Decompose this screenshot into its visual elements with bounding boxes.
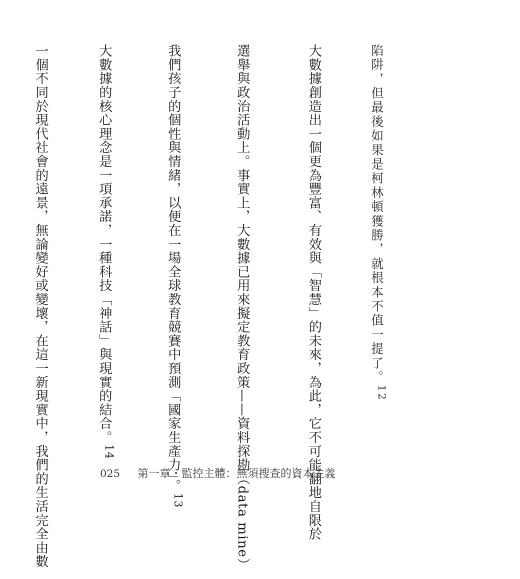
paragraph-1-line-3-text: 我們孩子的個性與情緒，以便在一場全球教育競賽中預測「國家生產力」。 — [165, 44, 181, 493]
footnote-ref: 12 — [375, 384, 388, 402]
chapter-title: 第一章・監控主體：無須搜查的資本主義 — [137, 467, 336, 480]
paragraph-1-line-1: 大數據創造出一個更為豐富、有效與「智慧」的未來，為此，它不可能翻地自限於 — [305, 44, 321, 541]
paragraph-2-line-1 — [93, 44, 120, 460]
page-footer — [100, 465, 336, 481]
paragraph-1-line-2: 選舉與政治活動上。事實上，大數據已用來擬定教育政策——資料探勘（data mine） — [234, 44, 250, 572]
paragraph-1-line-3 — [162, 44, 189, 509]
quote-line — [366, 44, 391, 439]
quote-text: 陷阱，但最後如果是柯林頓獲勝，就根本不值一提了。 — [369, 44, 385, 385]
paragraph-2-line-1-text: 大數據的核心理念是一項承諾，一種科技「神話」與現實的結合。 — [96, 44, 112, 445]
footnote-ref: 14 — [102, 444, 116, 460]
footnote-ref: 13 — [171, 492, 185, 509]
paragraph-2-line-2: 一個不同於現代社會的遠景，無論變好或變壞，在這一新現實中，我們的生活完全由數 — [32, 44, 48, 569]
page-number: 025 — [100, 468, 121, 480]
